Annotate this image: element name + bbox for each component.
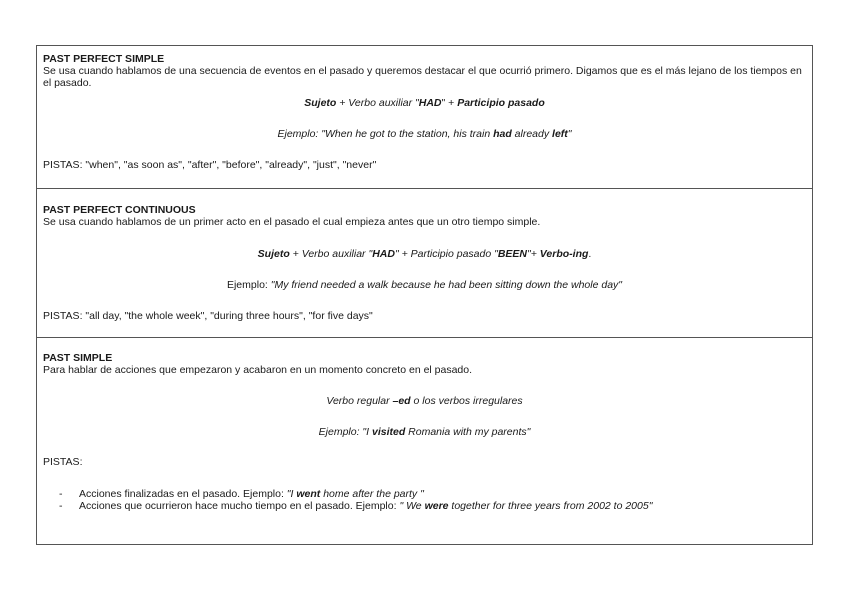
section-description: Para hablar de acciones que empezaron y acabaron en un momento concreto en el pasado. xyxy=(43,364,473,376)
formula: Verbo regular –ed o los verbos irregulares xyxy=(326,395,523,407)
section-description: Se usa cuando hablamos de un primer acto en el pasado el cual empieza antes que un otro tiempo simple. xyxy=(43,216,541,228)
clues: PISTAS: "when", "as soon as", "after", "before", "already", "just", "never" xyxy=(43,159,377,171)
example: Ejemplo: "My friend needed a walk because he had been sitting down the whole day" xyxy=(226,279,623,291)
clues: PISTAS: xyxy=(43,456,83,468)
section-title: PAST SIMPLE xyxy=(43,352,113,364)
formula: Sujeto + Verbo auxiliar "HAD" + Participio pasado xyxy=(304,97,545,109)
clues: PISTAS: "all day, "the whole week", "during three hours", "for five days" xyxy=(43,310,373,322)
section-description: Se usa cuando hablamos de una secuencia de eventos en el pasado y queremos destacar el que ocurrió primero. Digamos que es el más lejano de los tiempos en el pasado. xyxy=(43,65,802,89)
section-past-perfect-simple xyxy=(37,46,812,188)
section-title: PAST PERFECT CONTINUOUS xyxy=(43,204,196,216)
formula: Sujeto + Verbo auxiliar "HAD" + Participio pasado "BEEN"+ Verbo-ing. xyxy=(257,248,592,260)
section-title: PAST PERFECT SIMPLE xyxy=(43,53,165,65)
section-past-simple: PAST SIMPLE Para hablar de acciones que empezaron y acabaron en un momento concreto en el pasado. Verbo regular –ed o los verbos irregulares Ejemplo: "I visited Romania with my parents" PISTAS: - Acciones finalizadas en el pasado. Ejemplo: "I went home after the party " - Acciones que ocurrieron hace mucho tiempo en el pasado. Ejemplo: " We were together for three years from 2002 to 2005" xyxy=(37,337,812,544)
example: Ejemplo: "I visited Romania with my parents" xyxy=(318,426,531,438)
section-past-perfect-continuous xyxy=(37,188,812,337)
tenses-table xyxy=(36,45,813,545)
example: Ejemplo: "When he got to the station, his train had already left" xyxy=(277,128,572,140)
